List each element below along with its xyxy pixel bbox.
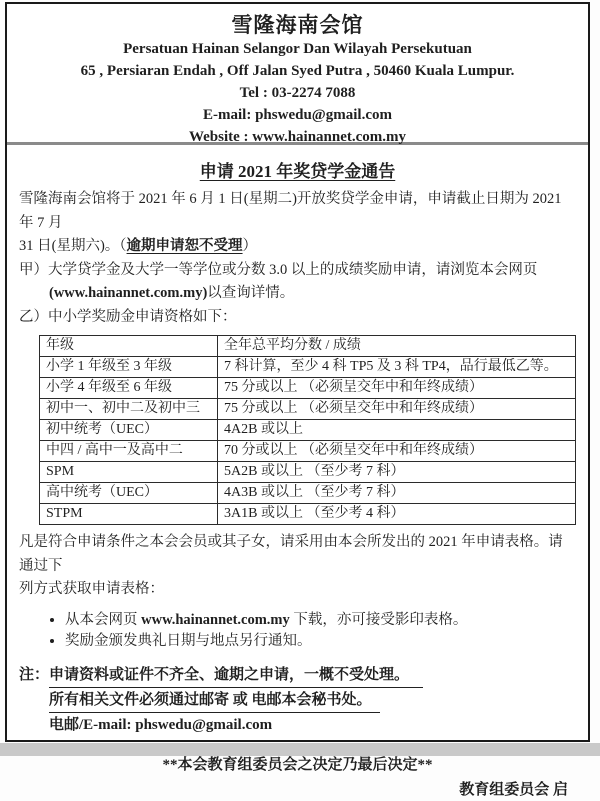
score-cell: 75 分或以上 （必须呈交年中和年终成绩）	[218, 378, 576, 399]
item-a-label: 甲）	[19, 261, 48, 278]
score-cell: 7 科计算，至少 4 科 TP5 及 3 科 TP4，品行最低乙等。	[218, 357, 576, 378]
org-telephone: Tel : 03-2274 7088	[239, 85, 356, 101]
grade-cell: 小学 4 年级至 6 年级	[40, 378, 218, 399]
notice-title: 申请 2021 年奖贷学金通告	[199, 162, 396, 181]
note-warning-text: 申请资料或证件不齐全、逾期之申请，一概不受处理。	[49, 663, 423, 688]
bullet-list	[19, 610, 576, 652]
table-row	[40, 504, 576, 525]
item-a-text: 大学贷学金及大学一等学位或分数 3.0 以上的成绩奖励申请，请浏览本会网页	[48, 261, 538, 278]
score-cell: 3A1B 或以上 （至少考 4 科）	[218, 504, 576, 525]
intro-text: ）	[242, 238, 258, 254]
final-decision-line: **本会教育组委员会之决定乃最后决定**	[162, 756, 433, 773]
org-email: E-mail: phswedu@gmail.com	[203, 107, 392, 123]
score-cell: 4A2B 或以上	[218, 420, 576, 441]
grade-cell: 初中统考（UEC）	[40, 420, 218, 441]
score-cell: 4A3B 或以上 （至少考 7 科）	[218, 483, 576, 504]
note-line-2	[19, 688, 576, 713]
table-header-row	[40, 336, 576, 357]
bullet-text: 奖励金颁发典礼日期与地点另行通知。	[65, 632, 312, 649]
intro-text: 31 日(星期六)。（	[19, 238, 127, 254]
grade-cell: STPM	[40, 504, 218, 525]
org-name-english: Persatuan Hainan Selangor Dan Wilayah Persekutuan	[123, 41, 472, 57]
table-row	[40, 357, 576, 378]
intro-line-1	[19, 188, 576, 235]
item-a-line-2	[19, 282, 576, 306]
score-cell: 75 分或以上 （必须呈交年中和年终成绩）	[218, 399, 576, 420]
table-row	[40, 462, 576, 483]
note-email-line	[19, 713, 576, 737]
score-cell: 70 分或以上 （必须呈交年中和年终成绩）	[218, 441, 576, 462]
grade-cell: 初中一、初中二及初中三	[40, 399, 218, 420]
item-a-line-1	[19, 259, 576, 283]
eligibility-line-2: 列方式获取申请表格：	[19, 581, 164, 597]
table-row	[40, 420, 576, 441]
eligibility-line-1: 凡是符合申请条件之本会会员或其子女，请采用由本会所发出的 2021 年申请表格。请通过下	[19, 534, 563, 574]
late-application-warning: 逾期申请恕不受理	[126, 238, 243, 254]
table-row	[40, 483, 576, 504]
notice-body	[7, 157, 588, 801]
bullet-item-download	[65, 610, 576, 631]
grade-cell: SPM	[40, 462, 218, 483]
website-link-text: (www.hainannet.com.my)	[49, 285, 208, 301]
org-name-chinese: 雪隆海南会馆	[231, 13, 364, 37]
item-a-text: 以查询详情。	[207, 285, 295, 301]
website-link-text: www.hainannet.com.my	[141, 611, 290, 628]
eligibility-table	[39, 335, 576, 525]
score-cell: 5A2B 或以上 （至少考 7 科）	[218, 462, 576, 483]
bullet-text: 从本会网页	[65, 611, 142, 628]
contact-email-text: 电邮/E-mail: phswedu@gmail.com	[49, 716, 273, 733]
bullet-item-ceremony	[65, 631, 576, 652]
intro-line-2	[19, 235, 576, 259]
grade-cell: 高中统考（UEC）	[40, 483, 218, 504]
org-address: 65 , Persiaran Endah , Off Jalan Syed Putra , 50460 Kuala Lumpur.	[80, 63, 515, 79]
table-row	[40, 441, 576, 462]
eligibility-paragraph	[19, 531, 576, 602]
letterhead	[7, 4, 588, 145]
notice-document	[5, 2, 590, 798]
intro-text: 雪隆海南会馆将于 2021 年 6 月 1 日(星期二)开放奖贷学金申请，申请截止日期为 2021 年 7 月	[19, 191, 562, 231]
item-b: 乙）中小学奖励金申请资格如下：	[19, 308, 237, 325]
intro-paragraph	[19, 188, 576, 259]
bullet-text: 下载，亦可接受影印表格。	[289, 611, 468, 628]
signature-line: 教育组委员会 启	[459, 781, 568, 798]
note-line-1	[19, 663, 576, 688]
grade-cell: 小学 1 年级至 3 年级	[40, 357, 218, 378]
org-website: Website : www.hainannet.com.my	[188, 129, 407, 145]
notes-block	[19, 663, 576, 737]
note-label: 注：	[19, 666, 50, 683]
scan-edge	[0, 743, 600, 756]
table-row	[40, 399, 576, 420]
note-submission-text: 所有相关文件必须通过邮寄 或 电邮本会秘书处。	[49, 688, 380, 713]
grade-cell: 中四 / 高中一及高中二	[40, 441, 218, 462]
column-header-score: 全年总平均分数 / 成绩	[218, 336, 576, 357]
column-header-grade: 年级	[40, 336, 218, 357]
table-row	[40, 378, 576, 399]
item-a	[19, 259, 576, 306]
